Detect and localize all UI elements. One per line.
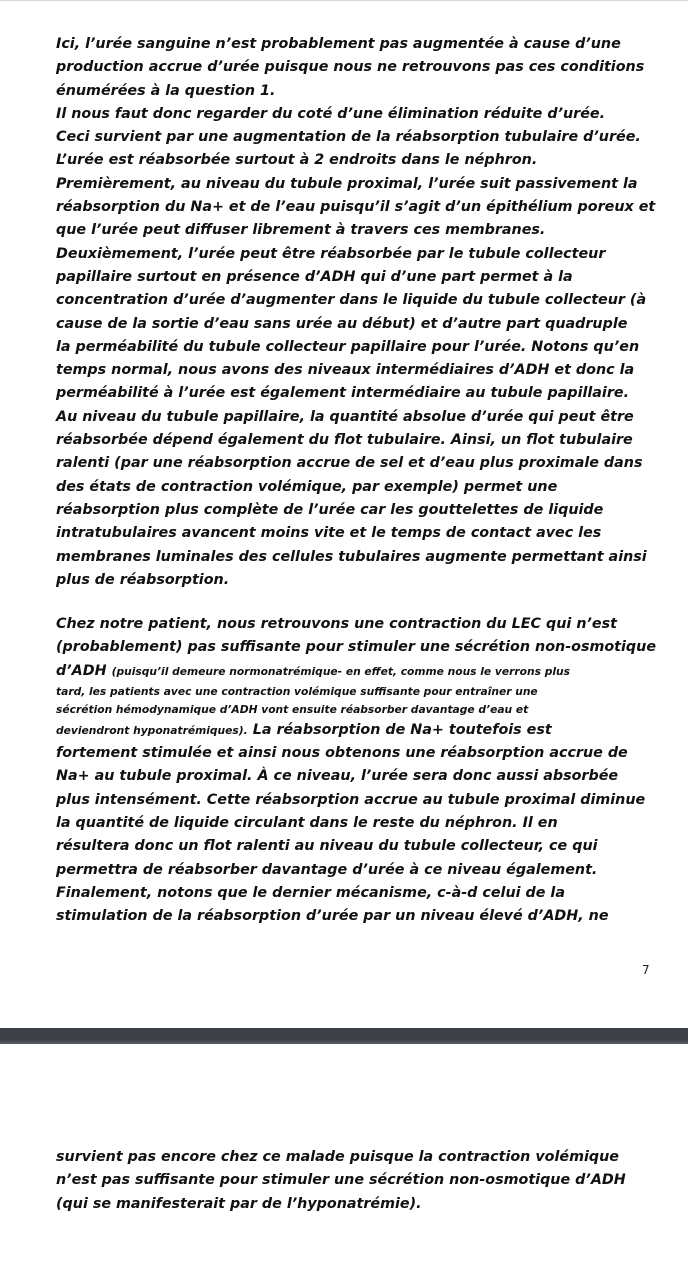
text-line: intratubulaires avancent moins vite et le temps de contact avec les — [56, 525, 602, 542]
page-number: 7 — [642, 963, 650, 977]
text-line: stimulation de la réabsorption d’urée par un niveau élevé d’ADH, ne — [56, 908, 609, 925]
text-line: (qui se manifesterait par de l’hyponatrémie). — [56, 1195, 422, 1212]
page-separator — [0, 1028, 688, 1044]
text-fragment: d’ADH — [56, 662, 107, 679]
text-line: la perméabilité du tubule collecteur papillaire pour l’urée. Notons qu’en — [56, 338, 640, 355]
text-line: Na+ au tubule proximal. À ce niveau, l’urée sera donc aussi absorbée — [56, 768, 619, 785]
text-line: concentration d’urée d’augmenter dans le liquide du tubule collecteur (à — [56, 292, 647, 309]
footnote-fragment: (puisqu’il demeure normonatrémique- en effet, comme nous le verrons plus — [111, 664, 570, 678]
text-line: membranes luminales des cellules tubulaires augmente permettant ainsi — [56, 548, 647, 565]
text-line: réabsorbée dépend également du flot tubulaire. Ainsi, un flot tubulaire — [56, 432, 633, 449]
text-line: Finalement, notons que le dernier mécanisme, c-à-d celui de la — [56, 884, 565, 901]
text-line: Ici, l’urée sanguine n’est probablement pas augmentée à cause d’une — [56, 36, 621, 52]
text-line: des états de contraction volémique, par exemple) permet une — [56, 478, 558, 495]
text-line: production accrue d’urée puisque nous ne retrouvons pas ces conditions — [56, 59, 645, 76]
text-line: survient pas encore chez ce malade puisque la contraction volémique — [56, 1149, 619, 1165]
text-line: Il nous faut donc regarder du coté d’une élimination réduite d’urée. — [56, 105, 606, 122]
text-line-small: sécrétion hémodynamique d’ADH vont ensuite réabsorber davantage d’eau et — [56, 702, 529, 716]
text-line-small: tard, les patients avec une contraction volémique suffisante pour entraîner une — [56, 684, 538, 698]
text-fragment: La réabsorption de Na+ toutefois est — [252, 721, 552, 738]
document-page-8 — [0, 1044, 688, 1268]
text-line: n’est pas suffisante pour stimuler une sécrétion non-osmotique d’ADH — [56, 1172, 626, 1189]
text-line: énumérées à la question 1. — [56, 82, 276, 99]
text-line: perméabilité à l’urée est également intermédiaire au tubule papillaire. — [56, 385, 630, 402]
text-line: résultera donc un flot ralenti au niveau du tubule collecteur, ce qui — [56, 838, 598, 855]
text-line: réabsorption du Na+ et de l’eau puisqu’il s’agit d’un épithélium poreux et — [56, 199, 656, 216]
text-line: que l’urée peut diffuser librement à travers ces membranes. — [56, 222, 546, 239]
text-line: ralenti (par une réabsorption accrue de sel et d’eau plus proximale dans — [56, 455, 643, 472]
text-line: Ceci survient par une augmentation de la réabsorption tubulaire d’urée. — [56, 129, 641, 146]
text-line: Au niveau du tubule papillaire, la quantité absolue d’urée qui peut être — [56, 408, 634, 425]
text-line: permettra de réabsorber davantage d’urée à ce niveau également. — [56, 861, 598, 878]
text-line: plus de réabsorption. — [56, 571, 230, 588]
text-line: plus intensément. Cette réabsorption accrue au tubule proximal diminue — [56, 791, 646, 808]
text-line: fortement stimulée et ainsi nous obtenons une réabsorption accrue de — [56, 745, 628, 762]
text-line-mixed — [56, 719, 656, 742]
text-line: (probablement) pas suffisante pour stimuler une sécrétion non-osmotique — [56, 639, 657, 656]
text-line: Chez notre patient, nous retrouvons une contraction du LEC qui n’est — [56, 616, 617, 632]
paragraph-continuation — [56, 1146, 656, 1216]
text-line: L’urée est réabsorbée surtout à 2 endroits dans le néphron. — [56, 152, 538, 169]
text-line: papillaire surtout en présence d’ADH qui d’une part permet à la — [56, 268, 573, 285]
paragraph-urea-reabsorption — [56, 33, 656, 592]
paragraph-patient-case — [56, 613, 656, 929]
text-line: la quantité de liquide circulant dans le reste du néphron. Il en — [56, 815, 558, 832]
text-line: temps normal, nous avons des niveaux intermédiaires d’ADH et donc la — [56, 362, 635, 379]
footnote-fragment: deviendront hyponatrémiques). — [56, 723, 248, 737]
text-line-mixed — [56, 660, 656, 683]
text-line: Deuxièmement, l’urée peut être réabsorbée par le tubule collecteur — [56, 245, 606, 262]
text-line: réabsorption plus complète de l’urée car les gouttelettes de liquide — [56, 501, 604, 518]
text-line: cause de la sortie d’eau sans urée au début) et d’autre part quadruple — [56, 315, 628, 332]
text-line: Premièrement, au niveau du tubule proximal, l’urée suit passivement la — [56, 175, 638, 192]
